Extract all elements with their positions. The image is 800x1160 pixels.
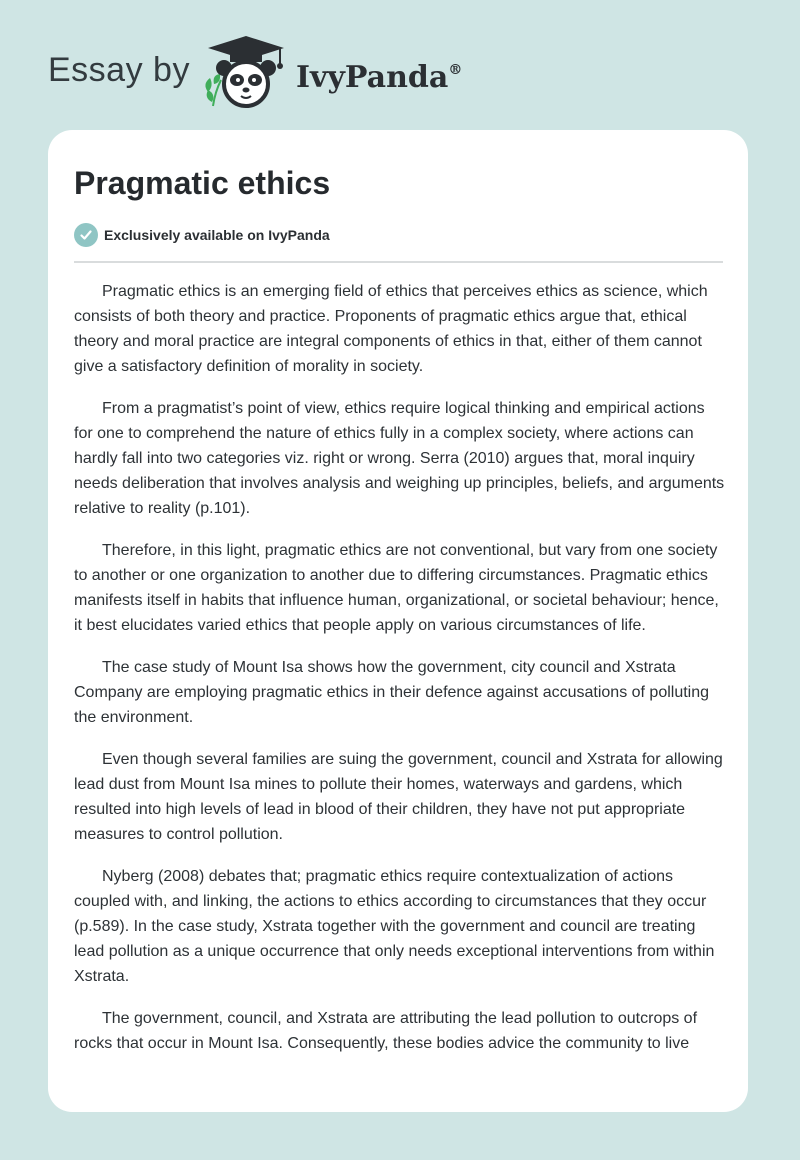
paragraph: Pragmatic ethics is an emerging field of ethics that perceives ethics as science, which consists of both theory and practice. Proponents of pragmatic ethics argue that, ethical theory and moral practice are integral components of ethics in that, either of them cannot give a satisfactory definition of morality in society.	[74, 283, 708, 375]
paragraph: From a pragmatist’s point of view, ethics require logical thinking and empirical actions for one to comprehend the nature of ethics fully in a complex society, where actions can hardly fall into two categories viz. right or wrong. Serra (2010) argues that, moral inquiry needs deliberation that involves analysis and weighing up principles, beliefs, and arguments relative to reality (p.101).	[74, 400, 725, 517]
brand-name-text: IvyPanda	[296, 60, 449, 95]
exclusive-badge	[74, 222, 330, 248]
page-title: Pragmatic ethics	[74, 165, 331, 201]
panda-logo-icon	[200, 30, 292, 110]
divider	[74, 261, 723, 263]
paragraph: Even though several families are suing the government, council and Xstrata for allowing lead dust from Mount Isa mines to pollute their homes, waterways and gardens, which resulted into high levels of lead in blood of their children, they have not put appropriate measures to control pollution.	[74, 751, 723, 843]
brand-name	[296, 54, 462, 96]
paragraph: The government, council, and Xstrata are attributing the lead pollution to outcrops of rocks that occur in Mount Isa. Consequently, these bodies advice the community to live	[74, 1010, 698, 1052]
site-header	[0, 0, 800, 128]
registered-mark: ®	[448, 62, 463, 78]
paragraph: The case study of Mount Isa shows how the government, city council and Xstrata Company are employing pragmatic ethics in their defence against accusations of polluting the environment.	[74, 659, 710, 726]
article-body	[74, 279, 726, 1073]
article-card	[48, 130, 748, 1112]
exclusive-badge-label: Exclusively available on IvyPanda	[104, 227, 330, 243]
essay-by-label: Essay by	[48, 51, 190, 89]
checkmark-icon	[74, 223, 98, 247]
paragraph: Nyberg (2008) debates that; pragmatic ethics require contextualization of actions coupled with, and linking, the actions to ethics according to circumstances that they occur (p.589). In the case study, Xstrata together with the government and council are treating lead pollution as a unique occurrence that only needs exceptional interventions from within Xstrata.	[74, 868, 715, 985]
paragraph: Therefore, in this light, pragmatic ethics are not conventional, but vary from one society to another or one organization to another due to differing circumstances. Pragmatic ethics manifests itself in habits that influence human, organizational, or societal behaviour; hence, it best elucidates varied ethics that people apply on various circumstances of life.	[74, 542, 719, 634]
